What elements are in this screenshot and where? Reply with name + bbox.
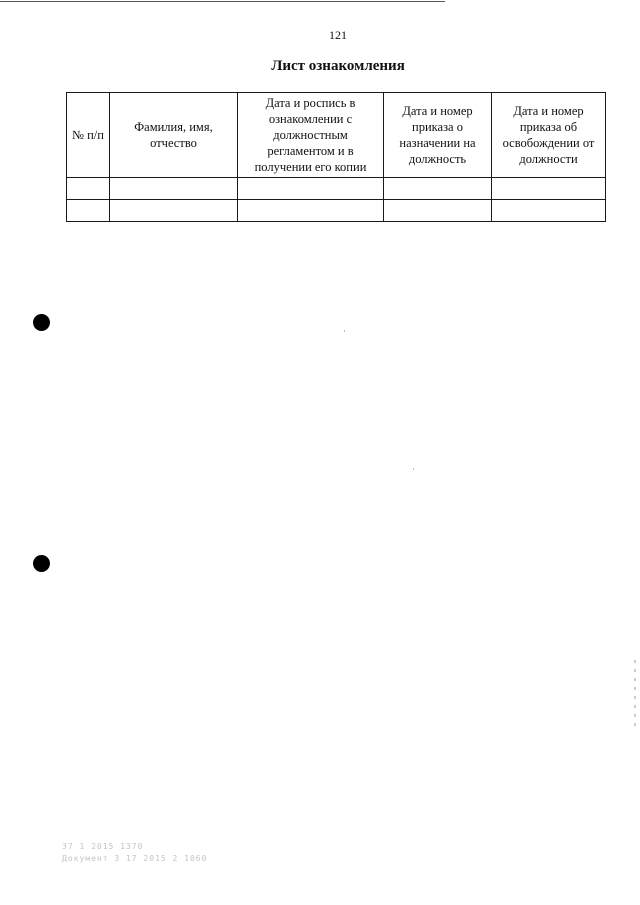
table-cell (492, 200, 606, 222)
punch-hole-upper (33, 314, 50, 331)
punch-hole-lower (33, 555, 50, 572)
column-header-dismissal-order: Дата и номер приказа об освобождении от должности (492, 93, 606, 178)
table-cell (384, 200, 492, 222)
page-title: Лист ознакомления (271, 58, 405, 74)
scan-top-edge-line (0, 1, 445, 2)
table-cell (110, 178, 238, 200)
table-cell (238, 178, 384, 200)
column-header-number: № п/п (67, 93, 110, 178)
table-cell (384, 178, 492, 200)
table-cell (492, 178, 606, 200)
table-cell (67, 200, 110, 222)
table-cell (110, 200, 238, 222)
table-header-row (67, 93, 606, 178)
acquaintance-table (66, 92, 606, 222)
table-cell (67, 178, 110, 200)
table-row (67, 178, 606, 200)
table-row (67, 200, 606, 222)
table-cell (238, 200, 384, 222)
scan-speck (344, 330, 345, 332)
column-header-acquaintance-signature: Дата и роспись в ознакомлении с должностным регламентом и в получении его копии (238, 93, 384, 178)
column-header-full-name: Фамилия, имя, отчество (110, 93, 238, 178)
page-number: 121 (329, 28, 347, 42)
faded-stamp-line-2: Документ 3 17 2015 2 1060 (62, 854, 208, 863)
faded-stamp-line-1: 37 1 2015 1370 (62, 842, 144, 851)
column-header-appointment-order: Дата и номер приказа о назначении на должность (384, 93, 492, 178)
scan-speck (413, 468, 414, 470)
scan-margin-marks (634, 660, 636, 730)
